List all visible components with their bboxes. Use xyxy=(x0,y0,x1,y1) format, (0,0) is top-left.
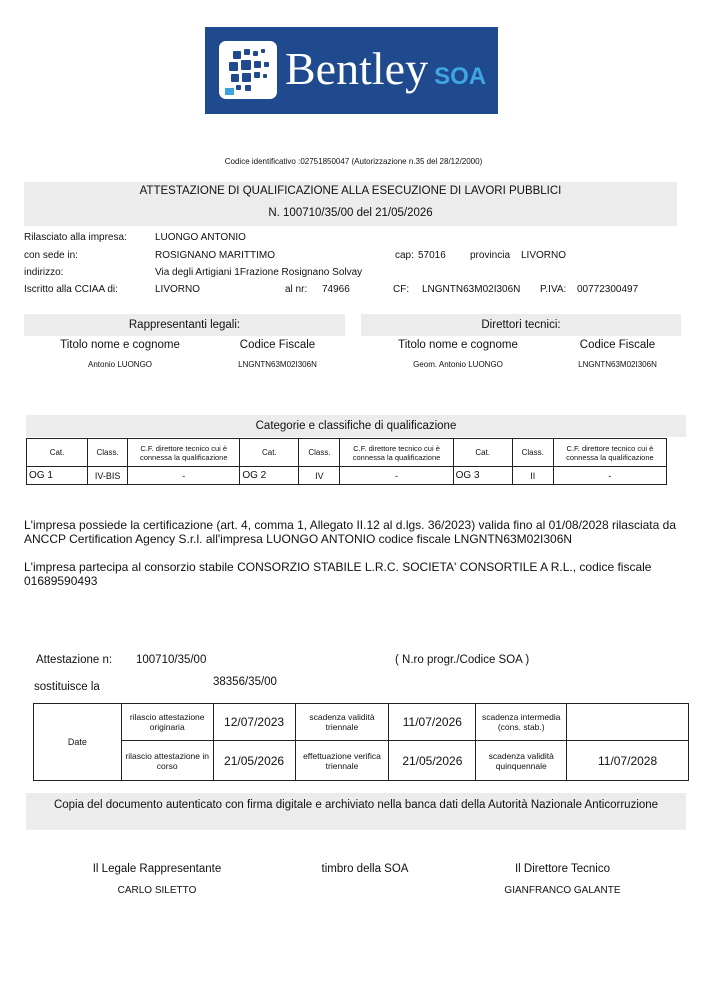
scadenza-quinquennale-value: 11/07/2028 xyxy=(567,741,689,781)
attestazione-n-value: 100710/35/00 xyxy=(136,654,207,666)
piva-label: P.IVA: xyxy=(540,284,567,295)
attestazione-n-label: Attestazione n: xyxy=(36,654,113,666)
cat-header: Cat. xyxy=(240,439,299,467)
cf-value: - xyxy=(128,467,240,485)
provincia-label: provincia xyxy=(470,250,511,261)
rappresentante-cf: LNGNTN63M02I306N xyxy=(238,360,317,369)
class-value: IV xyxy=(299,467,340,485)
sostituisce-value: 38356/35/00 xyxy=(213,676,277,688)
cf-header: C.F. direttore tecnico cui è connessa la qualificazione xyxy=(128,439,240,467)
rappresentanti-col-cf: Codice Fiscale xyxy=(239,339,316,351)
categorie-header: Categorie e classifiche di qualificazione xyxy=(26,415,686,437)
direttore-title: Il Direttore Tecnico xyxy=(514,863,611,875)
indirizzo-value: Via degli Artigiani 1Frazione Rosignano Solvay xyxy=(155,267,363,278)
certificazione-text: L'impresa possiede la certificazione (art. 4, comma 1, Allegato II.12 al d.lgs. 36/2023) valida fino al 01/08/2028 rilasciata da ANCCP Certification Agency S.r.l. all'impresa LUONGO ANTONIO codice fiscale LNGNTN63M02I306N xyxy=(24,518,676,546)
rappresentante-name: Antonio LUONGO xyxy=(87,360,153,369)
cat-value: OG 1 xyxy=(27,467,88,485)
date-row-1 xyxy=(34,704,689,741)
logo-wordmark: Bentley SOA xyxy=(285,43,487,94)
logo-mark-icon xyxy=(219,41,277,99)
cf-header: C.F. direttore tecnico cui è connessa la qualificazione xyxy=(340,439,453,467)
direttori-col-cf: Codice Fiscale xyxy=(579,339,656,351)
categorie-header-row xyxy=(27,439,667,467)
nr-value: 74966 xyxy=(322,284,350,295)
provincia-value: LIVORNO xyxy=(521,250,567,261)
sede-value: ROSIGNANO MARITTIMO xyxy=(155,250,275,261)
attestazione-title: ATTESTAZIONE DI QUALIFICAZIONE ALLA ESECUZIONE DI LAVORI PUBBLICI xyxy=(139,185,562,197)
consorzio-text: L'impresa partecipa al consorzio stabile CONSORZIO STABILE L.R.C. SOCIETA' CONSORTILE A R.L., codice fiscale 01689590493 xyxy=(24,560,652,588)
rilascio-corso-value: 21/05/2026 xyxy=(213,741,295,781)
cat-value: OG 2 xyxy=(240,467,299,485)
date-label: Date xyxy=(34,704,122,781)
date-row-2 xyxy=(34,741,689,781)
cat-header: Cat. xyxy=(453,439,512,467)
sostituisce-label: sostituisce la xyxy=(34,681,100,693)
legale-name: CARLO SILETTO xyxy=(117,885,197,896)
cciaa-value: LIVORNO xyxy=(155,284,201,295)
timbro-label: timbro della SOA xyxy=(321,863,409,875)
date-table xyxy=(33,703,689,781)
bentley-soa-logo xyxy=(205,27,498,114)
cciaa-label: Iscritto alla CCIAA di: xyxy=(24,284,118,295)
direttore-signature-name: GIANFRANCO GALANTE xyxy=(504,885,621,896)
rilascio-originaria-label: rilascio attestazione originaria xyxy=(121,704,213,741)
direttore-name: Geom. Antonio LUONGO xyxy=(413,360,503,369)
cat-value: OG 3 xyxy=(453,467,512,485)
cap-value: 57016 xyxy=(418,250,446,261)
rilasciato-value: LUONGO ANTONIO xyxy=(155,232,246,243)
rappresentanti-col-name: Titolo nome e cognome xyxy=(60,339,180,351)
rappresentanti-header: Rappresentanti legali: xyxy=(24,314,345,336)
nr-label: al nr: xyxy=(285,284,308,295)
verifica-triennale-value: 21/05/2026 xyxy=(389,741,476,781)
class-header: Class. xyxy=(512,439,553,467)
scadenza-intermedia-value xyxy=(567,704,689,741)
scadenza-triennale-value: 11/07/2026 xyxy=(389,704,476,741)
verifica-triennale-label: effettuazione verifica triennale xyxy=(295,741,389,781)
rilascio-originaria-value: 12/07/2023 xyxy=(213,704,295,741)
copia-note: Copia del documento autenticato con firma digitale e archiviato nella banca dati della Autorità Nazionale Anticorruzione xyxy=(26,793,686,830)
indirizzo-label: indirizzo: xyxy=(24,267,64,278)
class-value: IV-BIS xyxy=(88,467,128,485)
scadenza-triennale-label: scadenza validità triennale xyxy=(295,704,389,741)
attestazione-number: N. 100710/35/00 del 21/05/2026 xyxy=(268,207,433,219)
cf-header: C.F. direttore tecnico cui è connessa la qualificazione xyxy=(553,439,666,467)
cf-value: - xyxy=(340,467,453,485)
class-value: II xyxy=(512,467,553,485)
legale-title: Il Legale Rappresentante xyxy=(92,863,222,875)
class-header: Class. xyxy=(88,439,128,467)
cap-label: cap: xyxy=(395,250,414,261)
direttori-col-name: Titolo nome e cognome xyxy=(398,339,518,351)
scadenza-intermedia-label: scadenza intermedia (cons. stab.) xyxy=(476,704,567,741)
cf-label: CF: xyxy=(393,284,410,295)
cat-header: Cat. xyxy=(27,439,88,467)
cf-value: LNGNTN63M02I306N xyxy=(422,284,521,295)
piva-value: 00772300497 xyxy=(577,284,639,295)
rilascio-corso-label: rilascio attestazione in corso xyxy=(121,741,213,781)
categorie-values-row xyxy=(27,467,667,485)
attestazione-n-note: ( N.ro progr./Codice SOA ) xyxy=(395,654,530,666)
sede-label: con sede in: xyxy=(24,250,78,261)
codice-identificativo: Codice identificativo :02751850047 (Autorizzazione n.35 del 28/12/2000) xyxy=(224,157,483,166)
rilasciato-label: Rilasciato alla impresa: xyxy=(24,232,127,243)
direttori-header: Direttori tecnici: xyxy=(361,314,681,336)
class-header: Class. xyxy=(299,439,340,467)
scadenza-quinquennale-label: scadenza validità quinquennale xyxy=(476,741,567,781)
cf-value: - xyxy=(553,467,666,485)
direttore-cf: LNGNTN63M02I306N xyxy=(578,360,657,369)
categorie-table xyxy=(26,438,667,485)
